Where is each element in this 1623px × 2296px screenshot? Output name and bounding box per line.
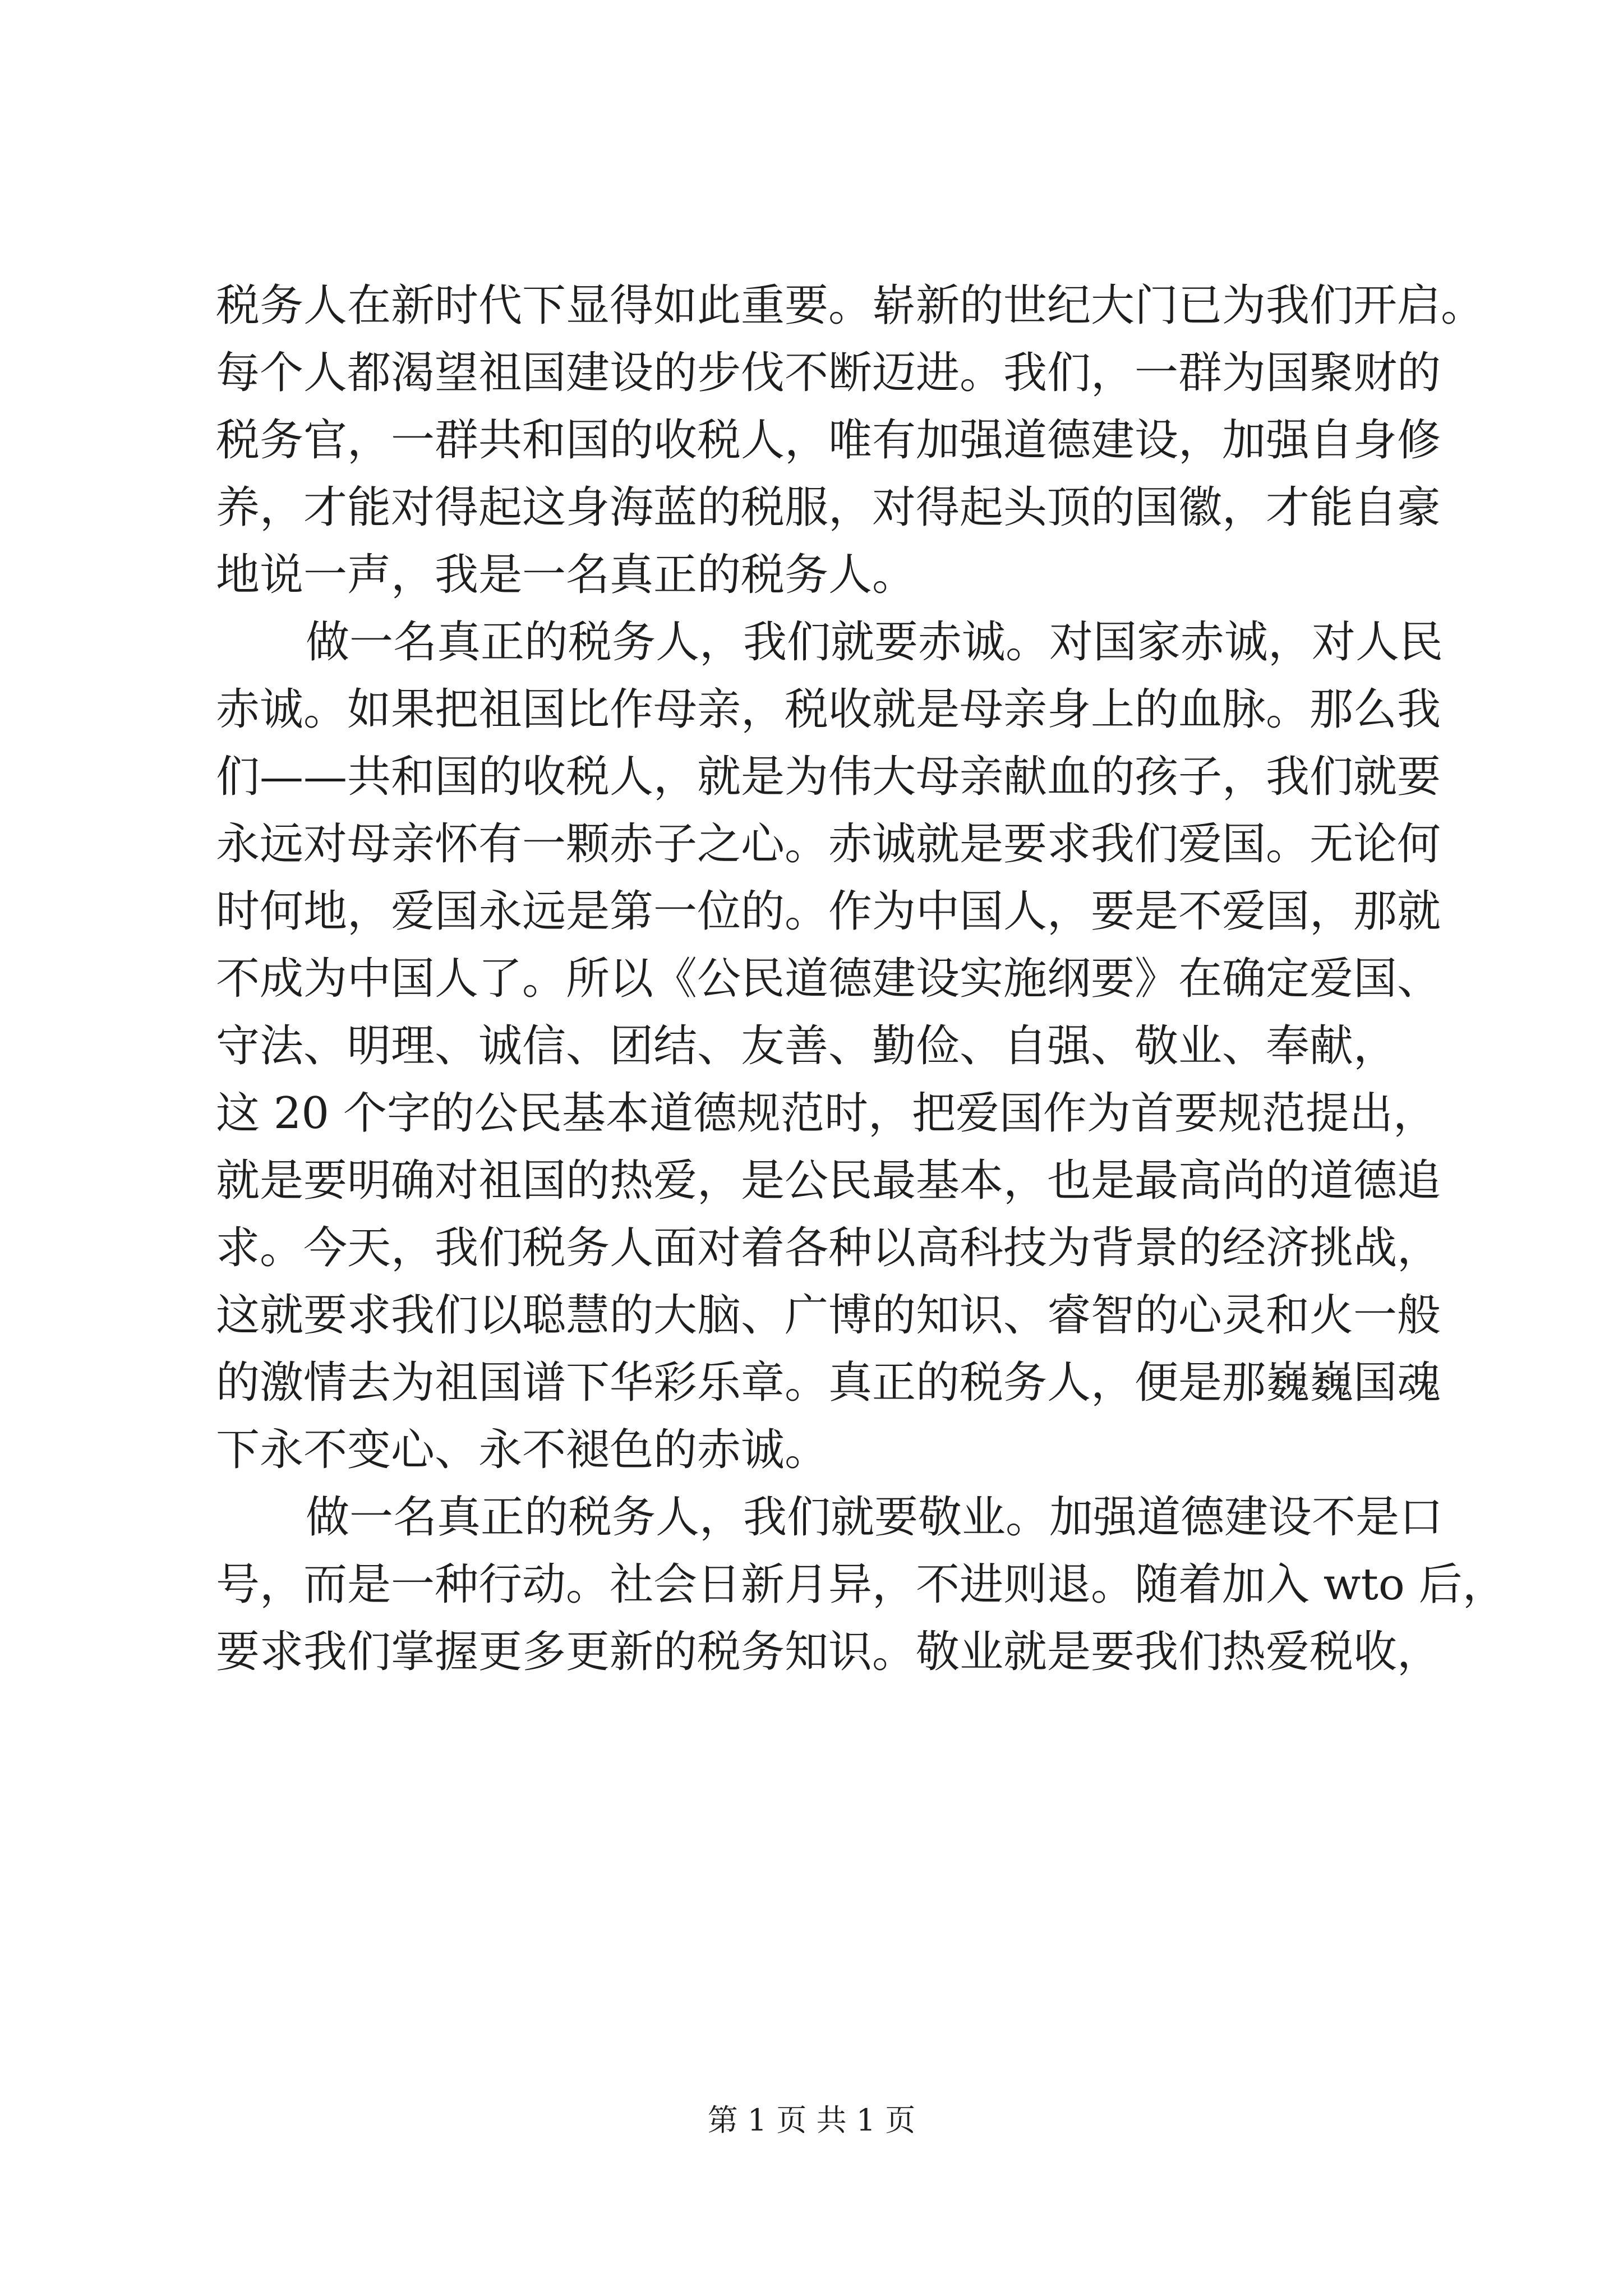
text-line-4: 养，才能对得起这身海蓝的税服，对得起头顶的国徽，才能自豪 xyxy=(216,482,1441,533)
text-line-21: 要求我们掌握更多更新的税务知识。敬业就是要我们热爱税收， xyxy=(216,1627,1441,1677)
text-line-12: 守法、明理、诚信、团结、友善、勤俭、自强、敬业、奉献， xyxy=(216,1021,1398,1071)
text-line-1: 税务人在新时代下显得如此重要。崭新的世纪大门已为我们开启。 xyxy=(216,280,1485,331)
text-line-9: 永远对母亲怀有一颗赤子之心。赤诚就是要求我们爱国。无论何 xyxy=(216,819,1441,869)
text-line-15: 求。今天，我们税务人面对着各种以高科技为背景的经济挑战， xyxy=(216,1223,1441,1273)
text-line-3: 税务官，一群共和国的收税人，唯有加强道德建设，加强自身修 xyxy=(216,415,1441,466)
text-line-14: 就是要明确对祖国的热爱，是公民最基本，也是最高尚的道德追 xyxy=(216,1156,1441,1206)
text-line-6: 做一名真正的税务人，我们就要赤诚。对国家赤诚，对人民 xyxy=(306,617,1444,668)
text-line-5: 地说一声，我是一名真正的税务人。 xyxy=(216,550,916,600)
text-line-19: 做一名真正的税务人，我们就要敬业。加强道德建设不是口 xyxy=(306,1492,1444,1543)
text-line-20: 号，而是一种行动。社会日新月异，不进则退。随着加入 wto 后， xyxy=(216,1559,1506,1610)
text-line-11: 不成为中国人了。所以《公民道德建设实施纲要》在确定爱国、 xyxy=(216,954,1441,1004)
text-line-16: 这就要求我们以聪慧的大脑、广博的知识、睿智的心灵和火一般 xyxy=(216,1290,1441,1341)
text-line-17: 的激情去为祖国谱下华彩乐章。真正的税务人，便是那巍巍国魂 xyxy=(216,1358,1441,1408)
text-line-7: 赤诚。如果把祖国比作母亲，税收就是母亲身上的血脉。那么我 xyxy=(216,684,1441,735)
text-line-18: 下永不变心、永不褪色的赤诚。 xyxy=(216,1425,829,1475)
text-line-10: 时何地，爱国永远是第一位的。作为中国人，要是不爱国，那就 xyxy=(216,886,1441,937)
text-line-2: 每个人都渴望祖国建设的步伐不断迈进。我们，一群为国聚财的 xyxy=(216,348,1441,398)
page-footer: 第 1 页 共 1 页 xyxy=(707,2102,916,2138)
text-line-13: 这 20 个字的公民基本道德规范时，把爱国作为首要规范提出， xyxy=(216,1088,1437,1139)
text-line-8: 们——共和国的收税人，就是为伟大母亲献血的孩子，我们就要 xyxy=(216,752,1441,802)
